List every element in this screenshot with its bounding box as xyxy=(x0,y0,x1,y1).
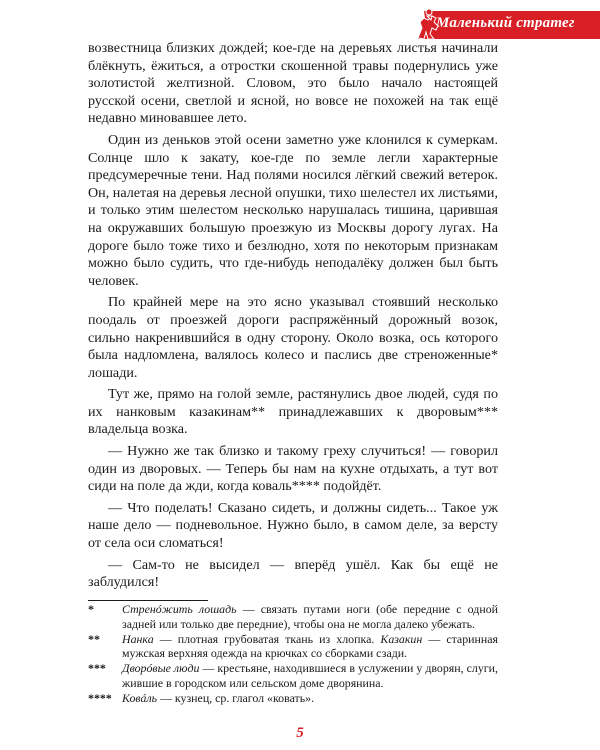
footnote-mark: * xyxy=(88,602,94,616)
header-title: Маленький стратег xyxy=(436,15,575,31)
footnote-mark: ** xyxy=(88,631,100,646)
footnote-term: Стренóжить лошадь xyxy=(122,602,237,616)
footnote-mark: *** xyxy=(88,661,106,676)
footnote xyxy=(88,691,498,706)
footnote-term: Казакин xyxy=(380,631,423,646)
paragraph: По крайней мере на это ясно указывал стоявший несколько поодаль от проезжей дороги распряжённый дорожный возок, сильно накренившийся в одну сторону. Около возка, ось которого была надломлена, валялось колесо и паслись две стреноженные* лошади. xyxy=(88,294,498,381)
horse-rider-icon xyxy=(410,8,444,42)
footnote-mark: **** xyxy=(88,690,112,705)
page-number: 5 xyxy=(296,725,304,741)
footnote-term: Ковáль xyxy=(122,690,158,705)
footnote xyxy=(88,602,498,632)
paragraph: Тут же, прямо на голой земле, растянулись двое людей, судя по их нанковым казакинам** принадлежавших к дворовым*** владельца возка. xyxy=(88,386,498,438)
footnote-text: — связать путами ноги (обе передние с одной задней или только две передние), чтобы она не могла далеко убежать. xyxy=(122,602,498,631)
dialogue-line: — Нужно же так близко и такому греху случиться! — говорил один из дворовых. — Теперь бы нам на кухне отдыхать, а тут вот сиди на поле да жди, когда коваль**** подойдёт. xyxy=(88,443,498,495)
footnote-term: Дворóвые люди xyxy=(122,661,200,676)
paragraph: возвестница близких дождей; кое-где на деревьях листья начинали блёкнуть, ёжиться, а отростки скошенной травы подернулись уже золотистой желтизной. Словом, это было начало настоящей русской осени, светлой и ясной, но вовсе не похожей на так ещё недавно миновавшее лето. xyxy=(88,40,498,127)
footnote-text: — крестьяне, находившиеся в услужении у дворян, слуги, жившие в городском или сельском доме дворянина. xyxy=(122,661,498,690)
footnote-divider xyxy=(88,600,208,601)
header-badge xyxy=(410,8,600,42)
footnote xyxy=(88,661,498,691)
footnote-text: — плотная грубоватая ткань из хлопка. xyxy=(153,631,381,646)
paragraph: Один из деньков этой осени заметно уже клонился к сумеркам. Солнце шло к закату, кое-где по земле легли характерные предсумеречные тени. Над полями носился лёгкий свежий ветерок. Он, налетая на деревья лесной опушки, тихо шелестел их листьями, и только этим шелестом несколько нарушалась тишина, царившая на окружавших большую проезжую из Москвы дорогу лугах. На дороге было тоже тихо и безлюдно, хотя по некоторым признакам можно было судить, что где-нибудь неподалёку должен был быть человек. xyxy=(88,131,498,289)
footnote xyxy=(88,632,498,662)
footnotes xyxy=(88,602,498,706)
dialogue-line: — Что поделать! Сказано сидеть, и должны сидеть... Такое уж наше дело — подневольное. Нужно было, в самом деле, за версту от села оси сломаться! xyxy=(88,499,498,552)
footnote-text: — старинная мужская верхняя одежда на крючках со сборками сзади. xyxy=(122,631,498,661)
footnote-text: — кузнец, ср. глагол «ковать». xyxy=(157,690,315,705)
main-text xyxy=(88,40,498,596)
footnote-term: Нанка xyxy=(122,631,154,646)
dialogue-line: — Сам-то не высидел — вперёд ушёл. Как бы ещё не заблудился! xyxy=(88,556,498,591)
